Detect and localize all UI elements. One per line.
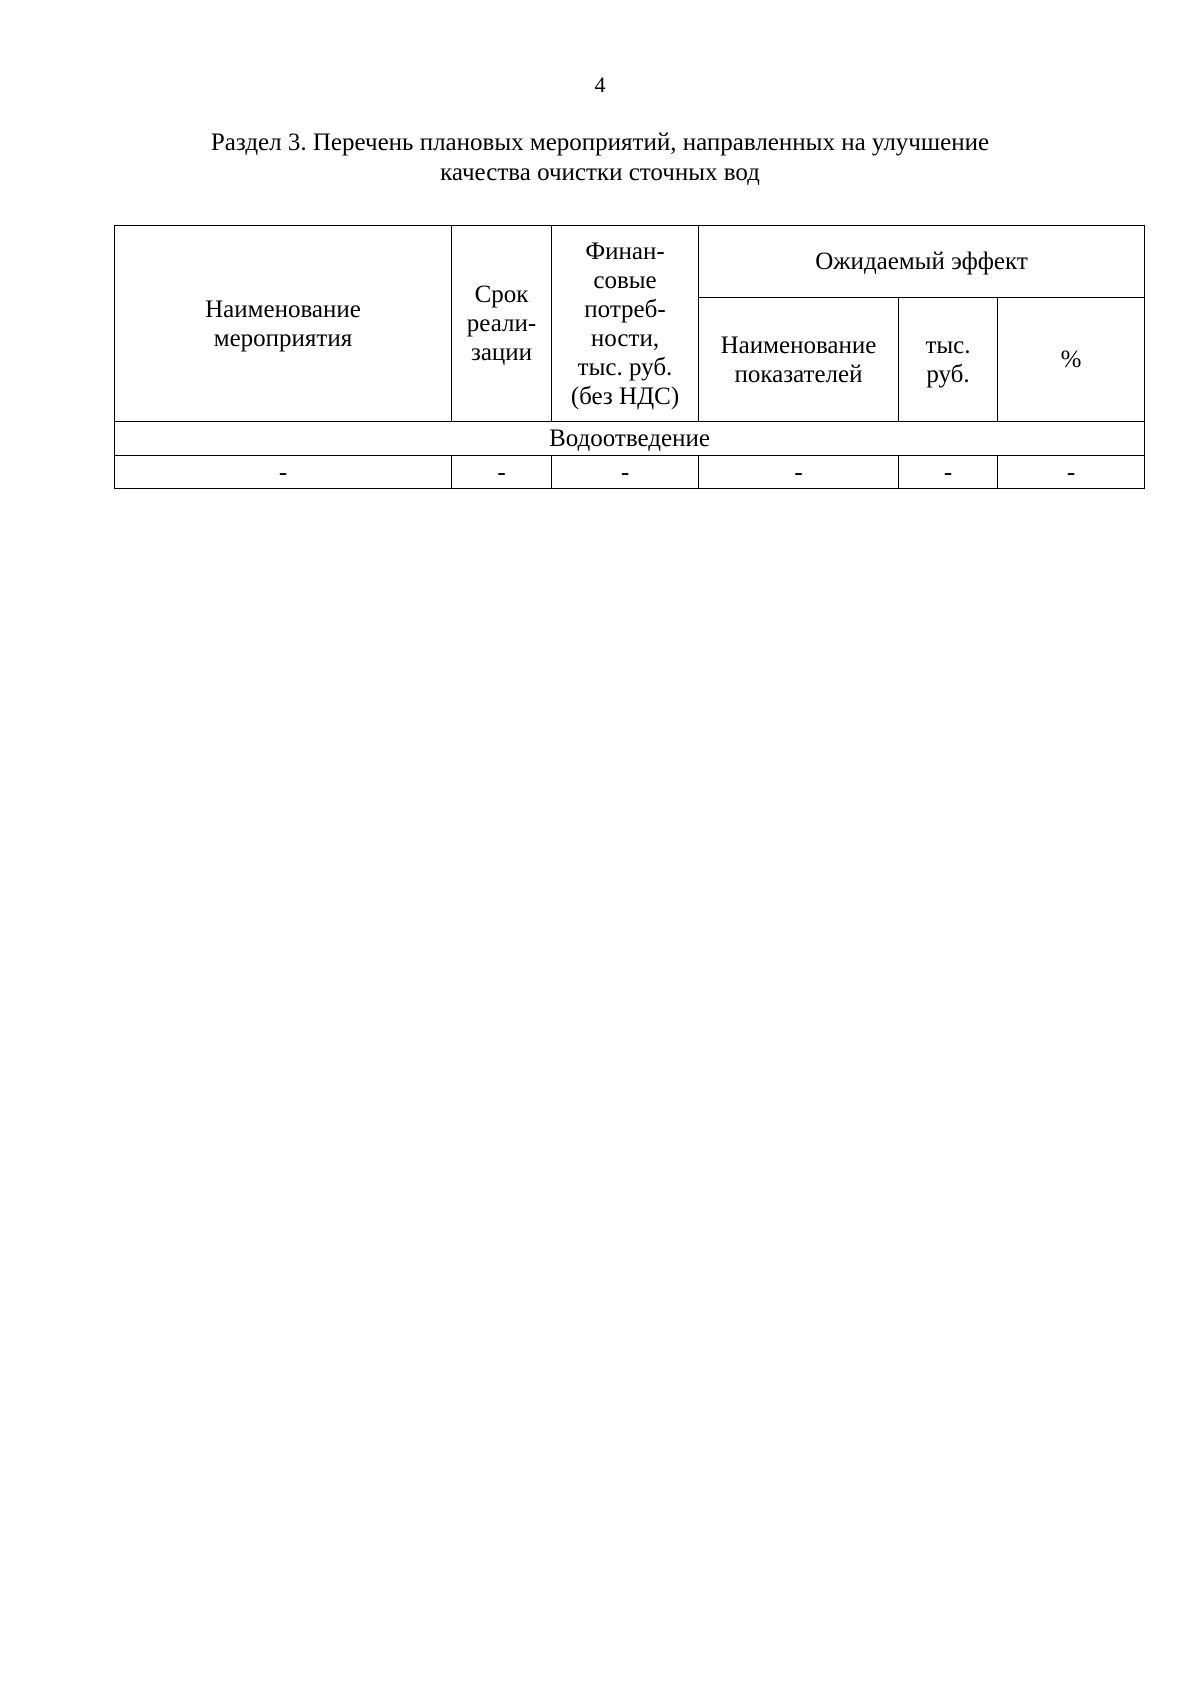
header-percent: % [998, 298, 1145, 422]
table-cell: - [115, 456, 452, 489]
section-title-line-2: качества очистки сточных вод [440, 159, 760, 186]
header-thousand-rub: тыс. руб. [899, 298, 998, 422]
header-indicator-name: Наименование показателей [699, 298, 899, 422]
header-expected-effect: Ожидаемый эффект [699, 226, 1145, 298]
group-label: Водоотведение [115, 422, 1145, 456]
page-number: 4 [594, 72, 606, 97]
header-measure-name: Наименование мероприятия [115, 226, 452, 422]
table-cell: - [552, 456, 699, 489]
table-cell: - [452, 456, 552, 489]
section-title [140, 128, 1060, 188]
header-row-1 [115, 226, 1145, 298]
table-row [115, 456, 1145, 489]
table-cell: - [899, 456, 998, 489]
table-cell: - [699, 456, 899, 489]
group-row [115, 422, 1145, 456]
header-term: Срок реали- зации [452, 226, 552, 422]
header-finance: Финан- совые потреб- ности, тыс. руб. (без НДС) [552, 226, 699, 422]
measures-table [114, 225, 1145, 489]
section-title-line-1: Раздел 3. Перечень плановых мероприятий, направленных на улучшение [210, 129, 990, 156]
table-cell: - [998, 456, 1145, 489]
